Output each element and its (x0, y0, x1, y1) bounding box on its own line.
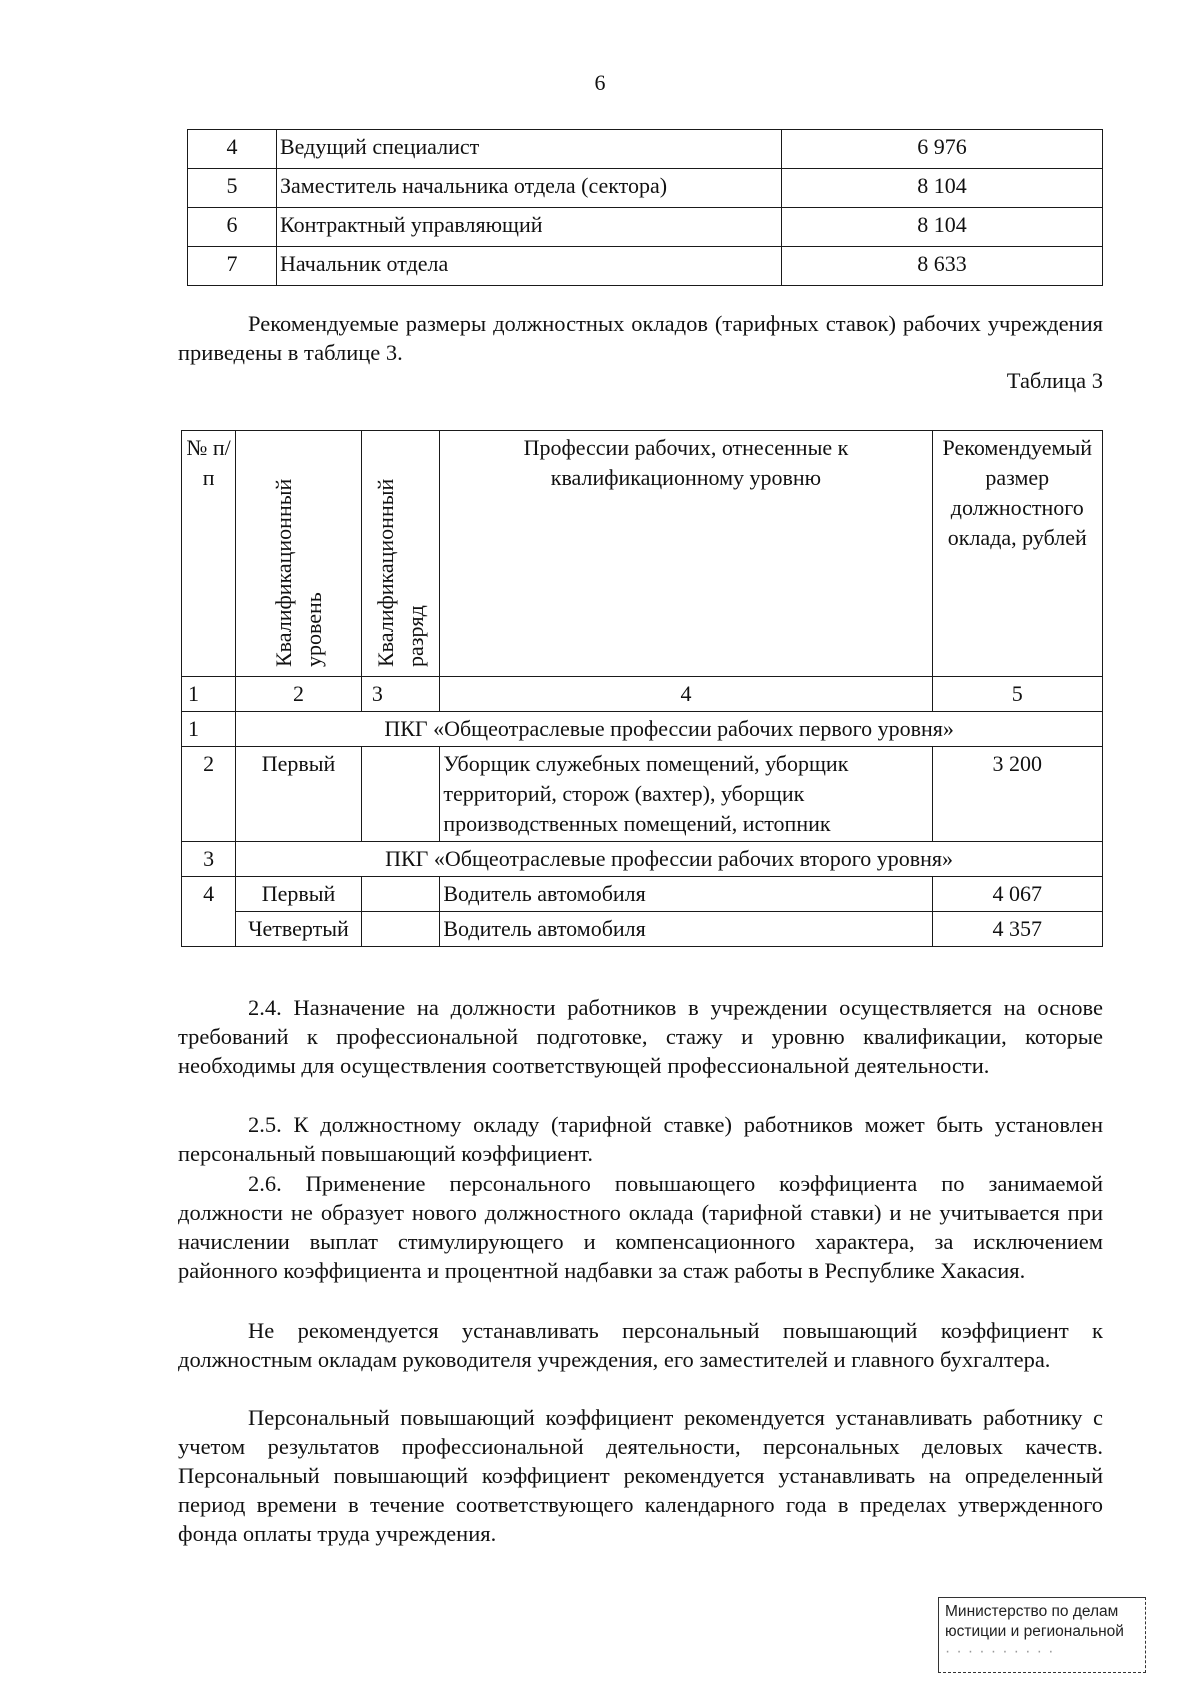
header-level: Квалификационный уровень (270, 478, 326, 667)
header-level-cell (236, 431, 362, 677)
qualification-grade (361, 747, 440, 842)
header-professions: Профессии рабочих, отнесенные к квалификационному уровню (440, 431, 932, 677)
table-row (182, 877, 1103, 912)
column-number: 2 (236, 677, 362, 712)
workers-salary-table (181, 430, 1103, 947)
paragraph-2-5: 2.5. К должностному окладу (тарифной ставке) работников может быть установлен персональный повышающий коэффициент. (178, 1112, 1103, 1166)
row-number: 5 (188, 169, 277, 208)
salary-value: 6 976 (782, 130, 1103, 169)
professions: Водитель автомобиля (440, 912, 932, 947)
group-title: ПКГ «Общеотраслевые профессии рабочих первого уровня» (236, 712, 1103, 747)
table-row (182, 747, 1103, 842)
position-name: Заместитель начальника отдела (сектора) (277, 169, 782, 208)
column-number: 1 (182, 677, 236, 712)
row-number: 4 (182, 877, 236, 947)
stamp-line: юстиции и региональной (945, 1623, 1124, 1640)
row-number: 4 (188, 130, 277, 169)
qualification-level: Четвертый (236, 912, 362, 947)
column-numbers-row (182, 677, 1103, 712)
salary-value: 8 104 (782, 169, 1103, 208)
salary-value: 8 633 (782, 247, 1103, 286)
header-grade: Квалификационный разряд (372, 478, 428, 667)
professions: Уборщик служебных помещений, уборщик территорий, сторож (вахтер), уборщик производственных помещений, истопник (440, 747, 932, 842)
salary-value: 8 104 (782, 208, 1103, 247)
row-number: 1 (182, 712, 236, 747)
paragraph-2-4: 2.4. Назначение на должности работников в учреждении осуществляется на основе требований к профессиональной подготовке, стажу и уровню квалификации, которые необходимы для осуществления соответствующей профессиональной деятельности. (178, 995, 1103, 1078)
group-title: ПКГ «Общеотраслевые профессии рабочих второго уровня» (236, 842, 1103, 877)
qualification-level: Первый (236, 877, 362, 912)
row-number: 2 (182, 747, 236, 842)
qualification-grade (361, 877, 440, 912)
positions-salary-table-continued (187, 129, 1103, 286)
stamp-line: Министерство по делам (945, 1603, 1119, 1620)
table-row (182, 912, 1103, 947)
position-name: Начальник отдела (277, 247, 782, 286)
stamp-illegible-line: · · · · · · · · · · (945, 1643, 1055, 1660)
paragraph-2-6: 2.6. Применение персонального повышающего коэффициента по занимаемой должности не образует нового должностного оклада (тарифной ставки) и не учитывается при начислении выплат стимулирующего и компенсационного характера, за исключением районного коэффициента и процентной надбавки за стаж работы в Республике Хакасия. (178, 1171, 1103, 1283)
table-caption: Таблица 3 (1006, 368, 1103, 393)
group-row (182, 842, 1103, 877)
registration-stamp (938, 1597, 1146, 1673)
header-grade-cell (361, 431, 440, 677)
header-num: № п/п (182, 431, 236, 677)
table-row (188, 130, 1103, 169)
paragraph-personal-coefficient: Персональный повышающий коэффициент рекомендуется устанавливать работнику с учетом результатов профессиональной деятельности, персональных деловых качеств. Персональный повышающий коэффициент рекомендуется устанавливать на определенный период времени в течение соответствующего календарного года в пределах утвержденного фонда оплаты труда учреждения. (178, 1405, 1103, 1546)
intro-paragraph: Рекомендуемые размеры должностных окладов (тарифных ставок) рабочих учреждения приведены в таблице 3. (178, 311, 1103, 365)
group-row (182, 712, 1103, 747)
paragraph-not-recommended: Не рекомендуется устанавливать персональный повышающий коэффициент к должностным окладам руководителя учреждения, его заместителей и главного бухгалтера. (178, 1318, 1103, 1372)
salary-value: 3 200 (932, 747, 1102, 842)
table-header-row (182, 431, 1103, 677)
professions: Водитель автомобиля (440, 877, 932, 912)
position-name: Контрактный управляющий (277, 208, 782, 247)
table-row (188, 208, 1103, 247)
column-number: 3 (361, 677, 440, 712)
column-number: 5 (932, 677, 1102, 712)
page-number: 6 (594, 70, 606, 95)
position-name: Ведущий специалист (277, 130, 782, 169)
salary-value: 4 067 (932, 877, 1102, 912)
row-number: 7 (188, 247, 277, 286)
qualification-grade (361, 912, 440, 947)
qualification-level: Первый (236, 747, 362, 842)
header-salary: Рекомендуемый размер должностного оклада, рублей (932, 431, 1102, 677)
column-number: 4 (440, 677, 932, 712)
row-number: 6 (188, 208, 277, 247)
salary-value: 4 357 (932, 912, 1102, 947)
row-number: 3 (182, 842, 236, 877)
table-row (188, 247, 1103, 286)
table-row (188, 169, 1103, 208)
